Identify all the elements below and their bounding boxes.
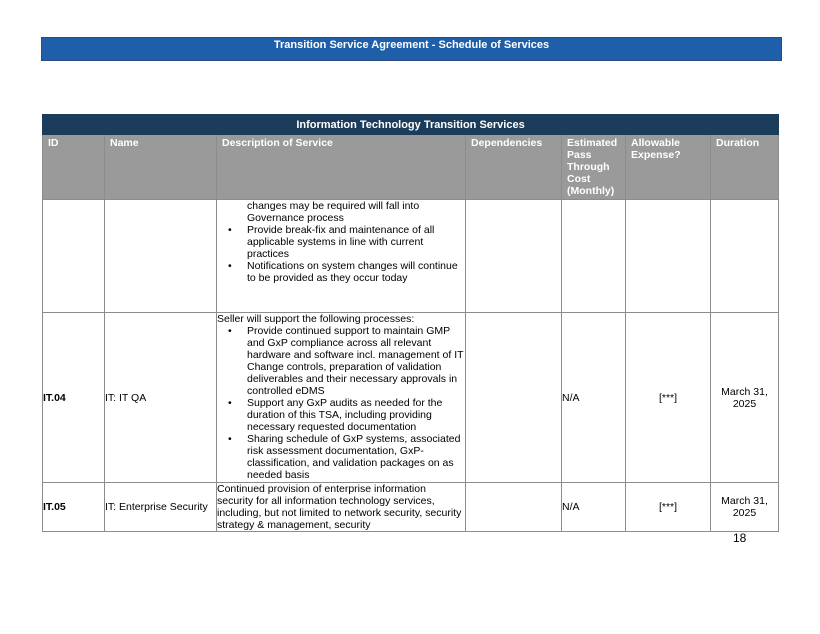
table-row-continuation <box>43 200 779 313</box>
header-description: Description of Service <box>217 135 466 200</box>
continuation-description <box>217 200 466 313</box>
list-item: • Provide break-fix and maintenance of all applicable systems in line with current practices <box>247 224 465 260</box>
row-duration: March 31, 2025 <box>711 313 779 483</box>
row-dependencies <box>466 313 562 483</box>
table-row <box>43 483 779 532</box>
header-name: Name <box>105 135 217 200</box>
row-id: IT.04 <box>43 313 105 483</box>
document-banner <box>41 37 782 61</box>
table-row <box>43 313 779 483</box>
row-id: IT.05 <box>43 483 105 532</box>
row-intro: Seller will support the following processes: <box>217 313 415 325</box>
list-item: • Support any GxP audits as needed for the duration of this TSA, including providing necessary requested documentation <box>247 397 465 433</box>
table-title: Information Technology Transition Services <box>43 115 779 135</box>
header-duration: Duration <box>711 135 779 200</box>
list-item: • Provide continued support to maintain GMP and GxP compliance across all relevant hardware and software incl. management of IT Change controls, preparation of validation deliverables and their necessary approvals in controlled eDMS <box>247 325 465 397</box>
row-allowable: [***] <box>626 313 711 483</box>
row-name: IT: Enterprise Security <box>105 483 217 532</box>
header-id: ID <box>43 135 105 200</box>
table-header-row <box>43 135 779 200</box>
row-name: IT: IT QA <box>105 313 217 483</box>
page-number: 18 <box>733 531 747 545</box>
row-allowable: [***] <box>626 483 711 532</box>
services-table <box>42 114 779 532</box>
list-item: • Notifications on system changes will continue to be provided as they occur today <box>247 260 465 284</box>
row-duration: March 31, 2025 <box>711 483 779 532</box>
row-cost: N/A <box>562 313 626 483</box>
banner-title: Transition Service Agreement - Schedule of Services <box>273 39 550 51</box>
row-cost: N/A <box>562 483 626 532</box>
table-title-row <box>43 115 779 135</box>
header-cost: Estimated Pass Through Cost (Monthly) <box>562 135 626 200</box>
continuation-bullets <box>217 224 465 284</box>
row-description <box>217 313 466 483</box>
header-allowable: Allowable Expense? <box>626 135 711 200</box>
list-item: • Sharing schedule of GxP systems, associated risk assessment documentation, GxP-classification, and validation packages on as needed basis <box>247 433 465 481</box>
row-dependencies <box>466 483 562 532</box>
row-description: Continued provision of enterprise information security for all information technology services, including, but not limited to network security, security strategy & management, security <box>217 483 466 532</box>
row-bullets <box>217 325 465 481</box>
header-dependencies: Dependencies <box>466 135 562 200</box>
continuation-lead: changes may be required will fall into Governance process <box>247 200 420 224</box>
